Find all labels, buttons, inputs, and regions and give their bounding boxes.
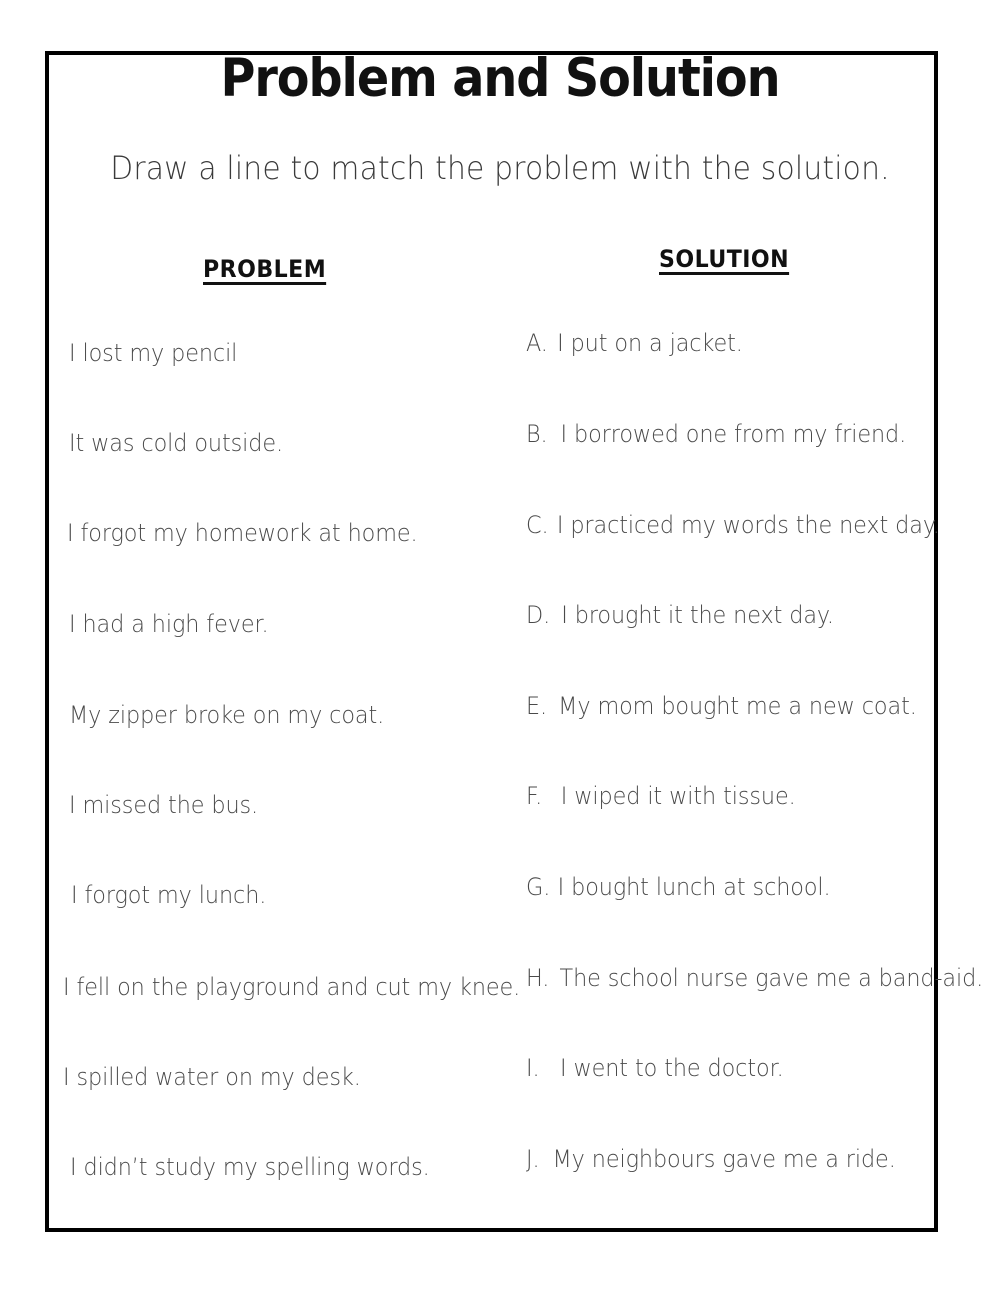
solution-item-letter: H. — [526, 964, 550, 992]
solution-item-letter: F. — [526, 782, 543, 810]
problem-item[interactable] — [63, 1062, 361, 1092]
problem-item-text: My zipper broke on my coat. — [69, 701, 385, 729]
solution-item-letter: C. — [526, 511, 549, 539]
solution-item-letter: I. — [526, 1054, 540, 1082]
solution-item[interactable] — [526, 600, 834, 630]
worksheet-border-frame — [45, 51, 938, 1232]
solution-item-text: I put on a jacket. — [557, 329, 743, 357]
solution-item-letter: B. — [526, 420, 548, 448]
problem-item-text: I fell on the playground and cut my knee. — [63, 973, 521, 1001]
solution-item-letter: E. — [526, 692, 548, 720]
problem-item-text: I didn’t study my spelling words. — [70, 1153, 430, 1181]
problem-item[interactable] — [67, 518, 418, 548]
problem-item-text: I forgot my homework at home. — [67, 519, 418, 547]
problem-item[interactable] — [70, 1152, 430, 1182]
problem-item[interactable] — [71, 880, 266, 910]
solution-item-text: I went to the doctor. — [559, 1054, 784, 1082]
solution-item[interactable] — [526, 691, 917, 721]
problem-item[interactable] — [69, 428, 283, 458]
solution-item-text: The school nurse gave me a band-aid. — [559, 964, 984, 992]
solution-item-text: I brought it the next day. — [561, 601, 834, 629]
solution-item[interactable] — [526, 1144, 896, 1174]
problem-item[interactable] — [69, 700, 384, 730]
solution-item-text: I borrowed one from my friend. — [560, 420, 907, 448]
solution-item-text: My mom bought me a new coat. — [558, 692, 917, 720]
problem-item-text: I missed the bus. — [69, 791, 259, 819]
solution-item-text: I bought lunch at school. — [557, 873, 831, 901]
problem-item[interactable] — [63, 972, 520, 1002]
solution-item[interactable] — [526, 510, 940, 540]
solution-item-letter: A. — [526, 329, 548, 357]
problem-item-text: I forgot my lunch. — [71, 881, 267, 909]
problem-item-text: I lost my pencil — [69, 339, 238, 367]
instructions-text: Draw a line to match the problem with the solution. — [110, 149, 890, 187]
solution-item[interactable] — [526, 872, 831, 902]
solution-item[interactable] — [526, 419, 906, 449]
problem-item-text: I had a high fever. — [69, 610, 269, 638]
solution-item-letter: G. — [526, 873, 551, 901]
column-heading-solution: SOLUTION — [659, 245, 790, 273]
solution-item[interactable] — [526, 963, 983, 993]
page-title: Problem and Solution — [220, 48, 780, 109]
solution-item[interactable] — [526, 1053, 784, 1083]
solution-item-text: My neighbours gave me a ride. — [552, 1145, 896, 1173]
problem-item[interactable] — [69, 338, 237, 368]
problem-item[interactable] — [69, 609, 269, 639]
solution-item[interactable] — [526, 781, 796, 811]
solution-item-letter: D. — [526, 601, 551, 629]
problem-item-text: It was cold outside. — [69, 429, 284, 457]
solution-item-text: I practiced my words the next day. — [556, 511, 940, 539]
problem-item[interactable] — [69, 790, 258, 820]
problem-item-text: I spilled water on my desk. — [63, 1063, 361, 1091]
solution-item-text: I wiped it with tissue. — [560, 782, 796, 810]
solution-item-letter: J. — [526, 1145, 540, 1173]
solution-item[interactable] — [526, 328, 743, 358]
column-heading-problem: PROBLEM — [203, 255, 327, 283]
